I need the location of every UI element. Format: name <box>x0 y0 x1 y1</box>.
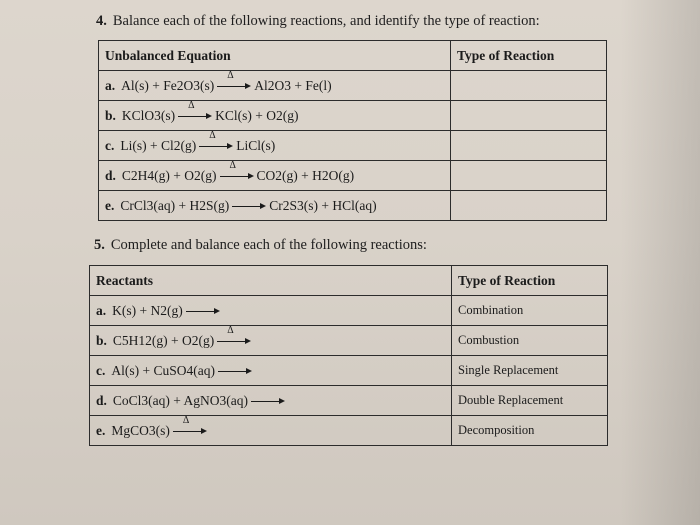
header-reactants: Reactants <box>90 266 452 296</box>
reaction-type-cell: Decomposition <box>452 416 608 446</box>
equation-row-b <box>99 101 607 131</box>
type-answer-field[interactable] <box>451 131 607 161</box>
question-4-table <box>98 40 607 221</box>
header-unbalanced-equation: Unbalanced Equation <box>99 41 451 71</box>
equation-row-e <box>99 191 607 221</box>
table-header-row <box>90 266 608 296</box>
row-letter: e. <box>96 422 106 438</box>
header-type-of-reaction: Type of Reaction <box>452 266 608 296</box>
reaction-arrow <box>218 366 252 376</box>
equation-products: KCl(s) + O2(g) <box>215 107 299 123</box>
question-5-table <box>89 265 608 446</box>
row-letter: b. <box>96 332 107 348</box>
question-4-heading <box>96 13 540 30</box>
question-4-text: Balance each of the following reactions, and identify the type of reaction: <box>112 13 540 29</box>
table-header-row <box>99 41 607 71</box>
row-letter: d. <box>105 167 116 183</box>
equation-cell <box>99 161 451 191</box>
reaction-type-cell: Double Replacement <box>452 386 608 416</box>
row-letter: e. <box>105 197 115 213</box>
reactant-row-e <box>90 416 608 446</box>
equation-cell <box>99 191 451 221</box>
equation-reactants: K(s) + N2(g) <box>112 302 183 318</box>
reaction-arrow <box>217 325 251 346</box>
heat-delta-symbol: Δ <box>209 130 216 142</box>
equation-products: Al2O3 + Fe(l) <box>254 77 332 93</box>
reaction-arrow <box>178 100 212 121</box>
reaction-arrow <box>173 415 207 436</box>
reactants-cell <box>90 296 452 326</box>
reaction-type-cell: Single Replacement <box>452 356 608 386</box>
equation-row-d <box>99 161 607 191</box>
equation-products: LiCl(s) <box>236 137 276 153</box>
reaction-arrow <box>186 306 220 316</box>
equation-cell <box>99 131 451 161</box>
equation-products: Cr2S3(s) + HCl(aq) <box>269 197 377 213</box>
row-letter: b. <box>105 107 116 123</box>
equation-cell <box>99 71 451 101</box>
reaction-arrow <box>232 201 266 211</box>
header-type-of-reaction: Type of Reaction <box>451 41 607 71</box>
type-answer-field[interactable] <box>451 71 607 101</box>
equation-cell <box>99 101 451 131</box>
row-letter: a. <box>96 302 107 318</box>
reactants-cell <box>90 386 452 416</box>
equation-reactants: Al(s) + CuSO4(aq) <box>111 362 215 378</box>
equation-reactants: CoCl3(aq) + AgNO3(aq) <box>112 392 248 408</box>
question-4-number: 4. <box>96 13 107 29</box>
equation-reactants: C5H12(g) + O2(g) <box>112 332 215 348</box>
reaction-arrow <box>217 70 251 91</box>
heat-delta-symbol: Δ <box>229 160 236 172</box>
type-answer-field[interactable] <box>451 191 607 221</box>
reactant-row-d <box>90 386 608 416</box>
equation-products: CO2(g) + H2O(g) <box>256 167 355 183</box>
equation-reactants: MgCO3(s) <box>111 422 170 438</box>
equation-row-c <box>99 131 607 161</box>
reactants-cell <box>90 326 452 356</box>
reaction-arrow <box>199 130 233 151</box>
reactant-row-c <box>90 356 608 386</box>
type-answer-field[interactable] <box>451 161 607 191</box>
reactant-row-a <box>90 296 608 326</box>
reaction-arrow <box>220 160 254 181</box>
equation-reactants: Li(s) + Cl2(g) <box>120 137 197 153</box>
row-letter: c. <box>96 362 106 378</box>
question-5-heading <box>94 237 427 254</box>
equation-reactants: CrCl3(aq) + H2S(g) <box>120 197 230 213</box>
equation-reactants: Al(s) + Fe2O3(s) <box>121 77 215 93</box>
equation-reactants: C2H4(g) + O2(g) <box>121 167 217 183</box>
row-letter: c. <box>105 137 115 153</box>
reaction-type-cell: Combination <box>452 296 608 326</box>
type-answer-field[interactable] <box>451 101 607 131</box>
equation-reactants: KClO3(s) <box>121 107 176 123</box>
question-5-text: Complete and balance each of the following reactions: <box>110 237 427 253</box>
reactants-cell <box>90 356 452 386</box>
heat-delta-symbol: Δ <box>182 415 190 427</box>
equation-row-a <box>99 71 607 101</box>
question-5-number: 5. <box>94 237 105 253</box>
row-letter: a. <box>105 77 116 93</box>
reaction-arrow <box>251 396 285 406</box>
reactants-cell <box>90 416 452 446</box>
row-letter: d. <box>96 392 107 408</box>
heat-delta-symbol: Δ <box>227 325 234 337</box>
heat-delta-symbol: Δ <box>188 100 195 112</box>
reactant-row-b <box>90 326 608 356</box>
heat-delta-symbol: Δ <box>227 70 234 82</box>
reaction-type-cell: Combustion <box>452 326 608 356</box>
